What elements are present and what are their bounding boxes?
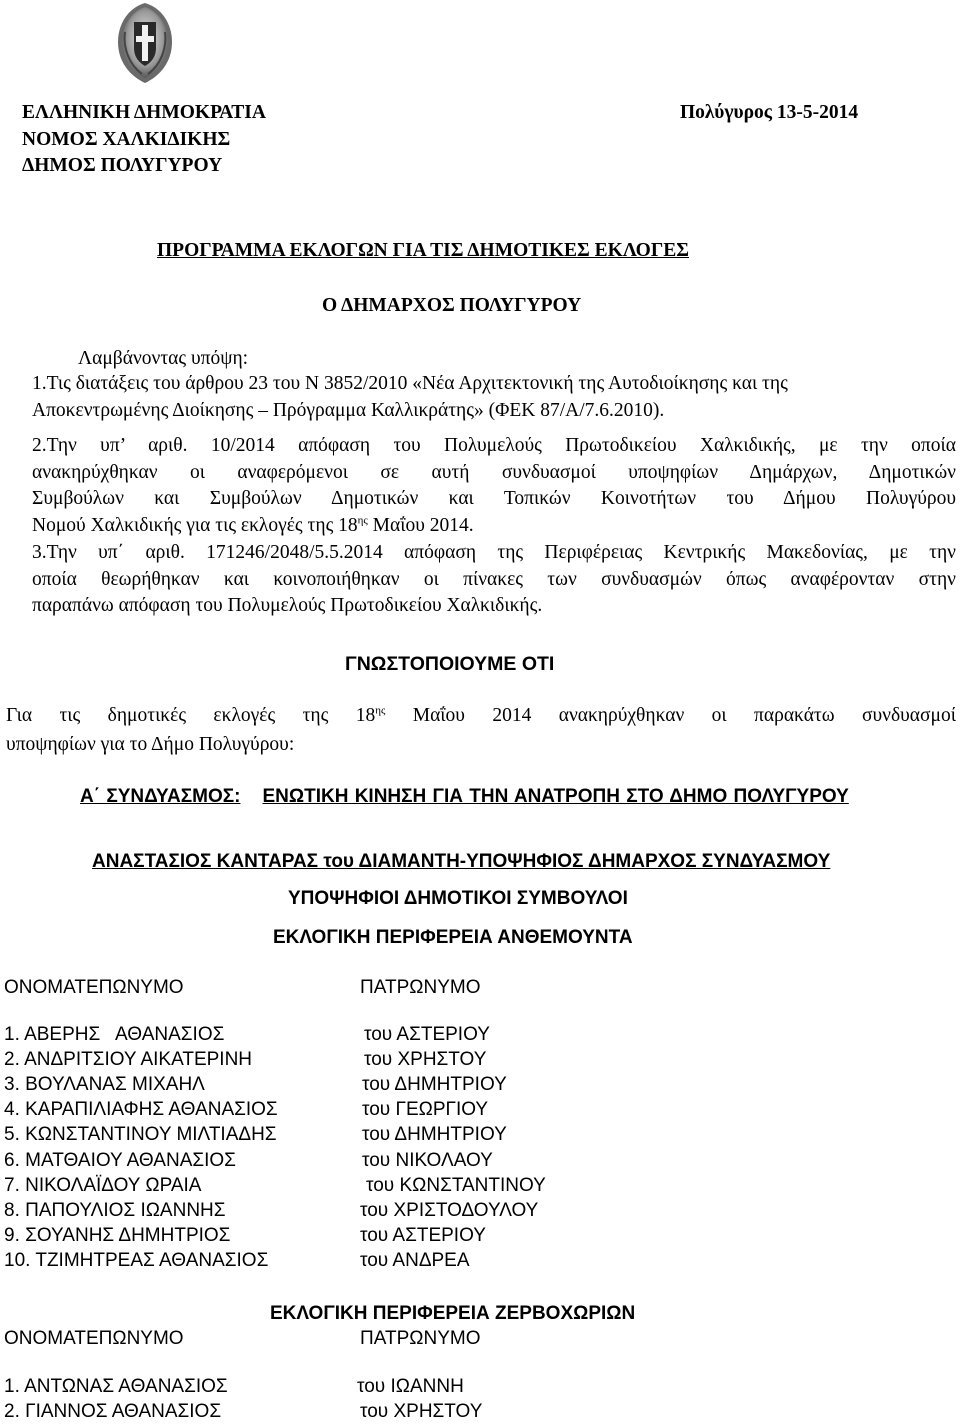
list-item <box>0 1049 960 1074</box>
ordinal-suffix: ης <box>357 514 368 526</box>
district-title: ΕΚΛΟΓΙΚΗ ΠΕΡΙΦΕΡΕΙΑ ΑΝΘΕΜΟΥΝΤΑ <box>273 927 633 948</box>
candidate-name: 6. ΜΑΤΘΑΙΟΥ ΑΘΑΝΑΣΙΟΣ <box>4 1150 236 1171</box>
consideration-2-line-3: Συμβούλων και Συμβούλων Δημοτικών και Τοπικών Κοινοτήτων του Δήμου Πολυγύρου <box>32 488 956 509</box>
announce-ordinal-suffix: ης <box>375 704 386 717</box>
coat-of-arms-emblem <box>114 2 176 84</box>
list-item <box>0 1250 960 1275</box>
candidate-father: του ΑΣΤΕΡΙΟΥ <box>364 1024 490 1045</box>
candidate-name: 1. ΑΒΕΡΗΣ ΑΘΑΝΑΣΙΟΣ <box>4 1024 225 1045</box>
consideration-2-line-4-date: Μαΐου 2014. <box>367 514 474 536</box>
combination-heading <box>80 784 849 810</box>
combination-name: ΕΝΩΤΙΚΗ ΚΙΝΗΣΗ ΓΙΑ ΤΗΝ ΑΝΑΤΡΟΠΗ ΣΤΟ ΔΗΜΟ ΠΟΛΥΓΥΡΟΥ <box>262 786 849 807</box>
candidate-name: 9. ΣΟΥΑΝΗΣ ΔΗΜΗΤΡΙΟΣ <box>4 1225 231 1246</box>
considering-label: Λαμβάνοντας υπόψη: <box>78 348 249 369</box>
list-item <box>0 1150 960 1175</box>
announce-title: ΓΝΩΣΤΟΠΟΙΟΥΜΕ ΟΤΙ <box>345 653 555 675</box>
candidate-father: του ΧΡΙΣΤΟΔΟΥΛΟΥ <box>360 1200 539 1221</box>
candidate-name: 8. ΠΑΠΟΥΛΙΟΣ ΙΩΑΝΝΗΣ <box>4 1200 226 1221</box>
list-item <box>0 1200 960 1225</box>
candidate-name: 5. ΚΩΝΣΤΑΝΤΙΝΟΥ ΜΙΛΤΙΑΔΗΣ <box>4 1124 277 1145</box>
candidate-name: 1. ΑΝΤΩΝΑΣ ΑΘΑΝΑΣΙΟΣ <box>4 1376 228 1397</box>
column-header-father: ΠΑΤΡΩΝΥΜΟ <box>360 1328 481 1349</box>
consideration-3-line-3: παραπάνω απόφαση του Πολυμελούς Πρωτοδικείου Χαλκιδικής. <box>32 595 543 616</box>
candidate-father: του ΧΡΗΣΤΟΥ <box>364 1049 487 1070</box>
candidate-name: 7. ΝΙΚΟΛΑΪΔΟΥ ΩΡΑΙΑ <box>4 1175 202 1196</box>
list-item <box>0 1099 960 1124</box>
mayor-candidate: ΑΝΑΣΤΑΣΙΟΣ ΚΑΝΤΑΡΑΣ του ΔΙΑΜΑΝΤΗ-ΥΠΟΨΗΦΙΟΣ ΔΗΜΑΡΧΟΣ ΣΥΝΔΥΑΣΜΟΥ <box>92 851 831 872</box>
consideration-1-line-1: 1.Τις διατάξεις του άρθρου 23 του Ν 3852/2010 «Νέα Αρχιτεκτονική της Αυτοδιοίκησης και της <box>32 373 788 394</box>
consideration-3-line-1: 3.Την υπ΄ αριθ. 171246/2048/5.5.2014 απόφαση της Περιφέρειας Κεντρικής Μακεδονίας, με την <box>32 542 956 563</box>
list-item <box>0 1024 960 1049</box>
column-header-name: ΟΝΟΜΑΤΕΠΩΝΥΜΟ <box>4 977 184 998</box>
candidate-father: του ΔΗΜΗΤΡΙΟΥ <box>362 1074 507 1095</box>
candidate-name: 2. ΓΙΑΝΝΟΣ ΑΘΑΝΑΣΙΟΣ <box>4 1401 222 1422</box>
list-item <box>0 1074 960 1099</box>
list-item <box>0 1401 960 1426</box>
column-header-name: ΟΝΟΜΑΤΕΠΩΝΥΜΟ <box>4 1328 184 1349</box>
announce-text-rest: Μαΐου 2014 ανακηρύχθηκαν οι παρακάτω συνδυασμοί <box>385 705 956 726</box>
candidate-name: 2. ΑΝΔΡΙΤΣΙΟΥ ΑΙΚΑΤΕΡΙΝΗ <box>4 1049 253 1070</box>
consideration-2-line-2: ανακηρύχθηκαν οι αναφερόμενοι σε αυτή συνδυασμοί υποψηφίων Δημάρχων, Δημοτικών <box>32 461 956 483</box>
district-title: ΕΚΛΟΓΙΚΗ ΠΕΡΙΦΕΡΕΙΑ ΖΕΡΒΟΧΩΡΙΩΝ <box>270 1303 636 1324</box>
list-item <box>0 1376 960 1401</box>
announce-line-2: υποψηφίων για το Δήμο Πολυγύρου: <box>6 734 295 755</box>
candidate-father: του ΔΗΜΗΤΡΙΟΥ <box>362 1124 507 1145</box>
consideration-2-line-4 <box>32 513 474 540</box>
candidate-name: 3. ΒΟΥΛΑΝΑΣ ΜΙΧΑΗΛ <box>4 1074 205 1095</box>
document-title: ΠΡΟΓΡΑΜΜΑ ΕΚΛΟΓΩΝ ΓΙΑ ΤΙΣ ΔΗΜΟΤΙΚΕΣ ΕΚΛΟΓΕΣ <box>157 240 690 261</box>
header-municipality: ΔΗΜΟΣ ΠΟΛΥΓΥΡΟΥ <box>22 155 223 176</box>
consideration-2-line-4-text: Νομού Χαλκιδικής για τις εκλογές της 18 <box>32 514 358 536</box>
list-item <box>0 1225 960 1250</box>
announce-line-1 <box>6 703 956 730</box>
candidate-father: του ΚΩΝΣΤΑΝΤΙΝΟΥ <box>366 1175 546 1196</box>
candidate-father: του ΧΡΗΣΤΟΥ <box>360 1401 483 1422</box>
candidate-father: του ΑΣΤΕΡΙΟΥ <box>360 1225 486 1246</box>
combination-label: Α΄ ΣΥΝΔΥΑΣΜΟΣ: <box>80 786 241 807</box>
consideration-3-line-2: οποία θεωρήθηκαν και κοινοποιήθηκαν οι πίνακες των συνδυασμών όπως αναφέρονταν στην <box>32 568 956 590</box>
consideration-1-line-2: Αποκεντρωμένης Διοίκησης – Πρόγραμμα Καλλικράτης» (ΦΕΚ 87/Α/7.6.2010). <box>32 399 665 421</box>
candidate-name: 10. ΤΖΙΜΗΤΡΕΑΣ ΑΘΑΝΑΣΙΟΣ <box>4 1250 269 1271</box>
column-header-father: ΠΑΤΡΩΝΥΜΟ <box>360 977 481 998</box>
candidate-name: 4. ΚΑΡΑΠΙΛΙΑΦΗΣ ΑΘΑΝΑΣΙΟΣ <box>4 1099 278 1120</box>
list-item <box>0 1124 960 1149</box>
council-heading: ΥΠΟΨΗΦΙΟΙ ΔΗΜΟΤΙΚΟΙ ΣΥΜΒΟΥΛΟΙ <box>288 888 628 909</box>
issuer: Ο ΔΗΜΑΡΧΟΣ ΠΟΛΥΓΥΡΟΥ <box>322 295 582 316</box>
list-item <box>0 1175 960 1200</box>
candidate-father: του ΝΙΚΟΛΑΟΥ <box>362 1150 493 1171</box>
announce-text: Για τις δημοτικές εκλογές της 18 <box>6 705 376 726</box>
candidate-father: του ΓΕΩΡΓΙΟΥ <box>362 1099 489 1120</box>
place-date: Πολύγυρος 13-5-2014 <box>680 102 859 123</box>
consideration-2-line-1: 2.Την υπ’ αριθ. 10/2014 απόφαση του Πολυμελούς Πρωτοδικείου Χαλκιδικής, με την οποία <box>32 435 956 456</box>
header-prefecture: ΝΟΜΟΣ ΧΑΛΚΙΔΙΚΗΣ <box>22 128 231 150</box>
header-country: ΕΛΛΗΝΙΚΗ ΔΗΜΟΚΡΑΤΙΑ <box>22 102 266 123</box>
candidate-father: του ΑΝΔΡΕΑ <box>360 1250 470 1271</box>
candidate-father: του ΙΩΑΝΝΗ <box>357 1376 464 1397</box>
